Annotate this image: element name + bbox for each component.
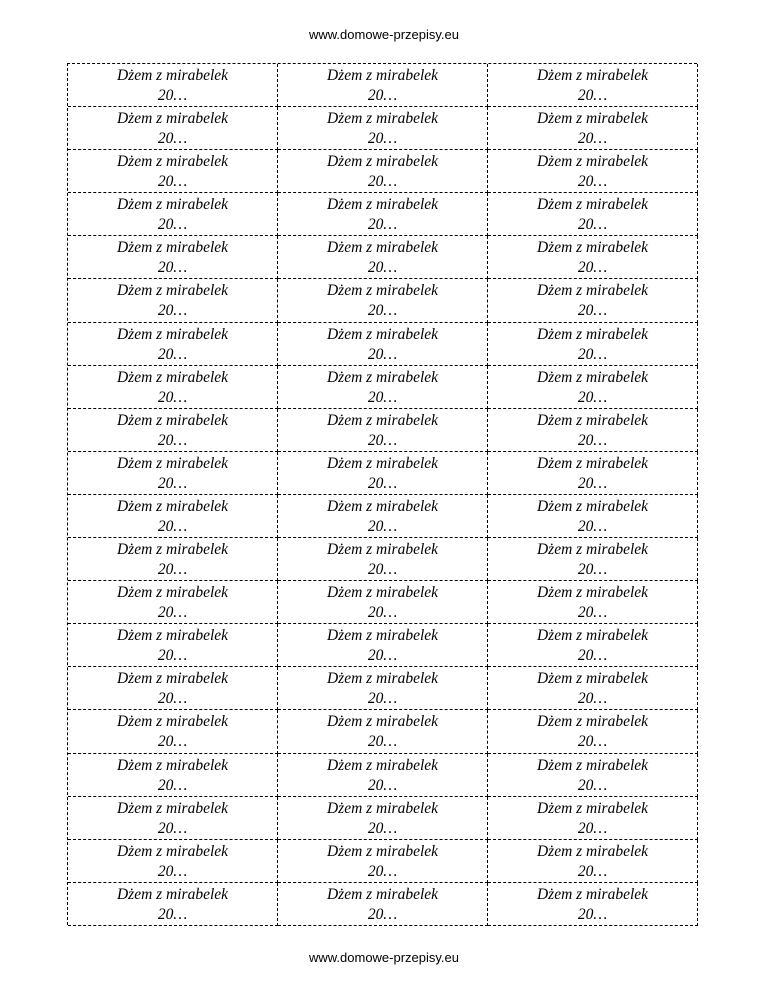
jam-label <box>488 236 698 279</box>
jam-label-year: 20… <box>157 216 188 234</box>
jam-label <box>278 193 488 236</box>
jam-label <box>68 581 278 624</box>
jam-label <box>278 150 488 193</box>
jam-label <box>488 452 698 495</box>
jam-label-year: 20… <box>577 130 608 148</box>
jam-label-title: Dżem z mirabelek <box>116 110 229 128</box>
jam-label-year: 20… <box>157 259 188 277</box>
jam-label-title: Dżem z mirabelek <box>326 713 439 731</box>
jam-label-title: Dżem z mirabelek <box>116 842 229 860</box>
jam-label <box>278 107 488 150</box>
jam-label-year: 20… <box>577 388 608 406</box>
jam-label-title: Dżem z mirabelek <box>116 670 229 688</box>
jam-label-year: 20… <box>577 819 608 837</box>
jam-label-year: 20… <box>577 905 608 923</box>
jam-label-title: Dżem z mirabelek <box>116 885 229 903</box>
jam-label-year: 20… <box>367 302 398 320</box>
jam-label <box>68 193 278 236</box>
jam-label <box>488 495 698 538</box>
jam-label-title: Dżem z mirabelek <box>326 239 439 257</box>
jam-label-title: Dżem z mirabelek <box>536 411 649 429</box>
jam-label-title: Dżem z mirabelek <box>116 411 229 429</box>
jam-label <box>488 840 698 883</box>
jam-label-title: Dżem z mirabelek <box>116 282 229 300</box>
jam-label <box>278 754 488 797</box>
jam-label-title: Dżem z mirabelek <box>536 67 649 84</box>
jam-label-year: 20… <box>577 733 608 751</box>
jam-label-year: 20… <box>367 345 398 363</box>
jam-label-year: 20… <box>157 647 188 665</box>
jam-label <box>68 840 278 883</box>
jam-label-title: Dżem z mirabelek <box>116 497 229 515</box>
jam-label-title: Dżem z mirabelek <box>326 67 439 84</box>
jam-label-year: 20… <box>367 905 398 923</box>
jam-label-year: 20… <box>367 216 398 234</box>
jam-label-title: Dżem z mirabelek <box>326 799 439 817</box>
jam-label-year: 20… <box>577 690 608 708</box>
jam-label-year: 20… <box>157 345 188 363</box>
jam-label <box>68 409 278 452</box>
jam-label-title: Dżem z mirabelek <box>116 196 229 214</box>
jam-label <box>278 624 488 667</box>
jam-label-title: Dżem z mirabelek <box>326 153 439 171</box>
jam-label <box>68 64 278 107</box>
jam-label-year: 20… <box>367 259 398 277</box>
jam-label-year: 20… <box>157 87 188 104</box>
jam-label <box>278 710 488 753</box>
jam-label-year: 20… <box>157 776 188 794</box>
jam-label-year: 20… <box>367 561 398 579</box>
jam-label-year: 20… <box>157 517 188 535</box>
jam-label-year: 20… <box>367 388 398 406</box>
jam-label-title: Dżem z mirabelek <box>536 153 649 171</box>
jam-label <box>488 150 698 193</box>
jam-label <box>278 797 488 840</box>
jam-label-year: 20… <box>577 474 608 492</box>
jam-label-year: 20… <box>157 690 188 708</box>
jam-label-title: Dżem z mirabelek <box>116 454 229 472</box>
jam-label <box>488 409 698 452</box>
jam-label-title: Dżem z mirabelek <box>326 885 439 903</box>
jam-label-title: Dżem z mirabelek <box>536 196 649 214</box>
jam-label-year: 20… <box>157 862 188 880</box>
jam-label-year: 20… <box>367 173 398 191</box>
jam-label-title: Dżem z mirabelek <box>536 497 649 515</box>
jam-label-title: Dżem z mirabelek <box>536 885 649 903</box>
label-sheet <box>67 63 697 925</box>
jam-label-year: 20… <box>367 690 398 708</box>
jam-label <box>488 279 698 322</box>
jam-label-year: 20… <box>577 517 608 535</box>
jam-label <box>278 236 488 279</box>
jam-label-title: Dżem z mirabelek <box>326 497 439 515</box>
jam-label <box>68 452 278 495</box>
jam-label-year: 20… <box>367 733 398 751</box>
jam-label-year: 20… <box>577 302 608 320</box>
jam-label <box>278 840 488 883</box>
jam-label <box>68 710 278 753</box>
jam-label <box>488 323 698 366</box>
jam-label <box>488 624 698 667</box>
jam-label <box>278 452 488 495</box>
jam-label <box>68 667 278 710</box>
jam-label-title: Dżem z mirabelek <box>536 110 649 128</box>
jam-label-title: Dżem z mirabelek <box>326 325 439 343</box>
jam-label <box>68 624 278 667</box>
jam-label-title: Dżem z mirabelek <box>116 325 229 343</box>
jam-label-title: Dżem z mirabelek <box>116 584 229 602</box>
jam-label-year: 20… <box>577 173 608 191</box>
jam-label <box>68 538 278 581</box>
jam-label-year: 20… <box>367 474 398 492</box>
jam-label <box>68 150 278 193</box>
jam-label-year: 20… <box>367 604 398 622</box>
jam-label <box>278 538 488 581</box>
jam-label <box>488 710 698 753</box>
jam-label <box>68 754 278 797</box>
jam-label-title: Dżem z mirabelek <box>536 584 649 602</box>
jam-label-year: 20… <box>577 862 608 880</box>
jam-label-title: Dżem z mirabelek <box>116 67 229 84</box>
jam-label-year: 20… <box>157 302 188 320</box>
jam-label-year: 20… <box>367 517 398 535</box>
jam-label-year: 20… <box>577 87 608 104</box>
jam-label-year: 20… <box>157 604 188 622</box>
jam-label-title: Dżem z mirabelek <box>116 627 229 645</box>
jam-label-title: Dżem z mirabelek <box>326 411 439 429</box>
jam-label-title: Dżem z mirabelek <box>536 239 649 257</box>
jam-label <box>488 193 698 236</box>
jam-label <box>278 667 488 710</box>
jam-label <box>278 323 488 366</box>
jam-label-title: Dżem z mirabelek <box>116 541 229 559</box>
jam-label-year: 20… <box>367 819 398 837</box>
jam-label-year: 20… <box>157 905 188 923</box>
jam-label-title: Dżem z mirabelek <box>326 196 439 214</box>
jam-label <box>488 883 698 926</box>
footer-url: www.domowe-przepisy.eu <box>308 950 460 965</box>
jam-label <box>278 409 488 452</box>
jam-label-title: Dżem z mirabelek <box>116 368 229 386</box>
jam-label-year: 20… <box>577 431 608 449</box>
jam-label-title: Dżem z mirabelek <box>326 670 439 688</box>
jam-label <box>68 883 278 926</box>
jam-label <box>68 797 278 840</box>
jam-label-title: Dżem z mirabelek <box>116 799 229 817</box>
jam-label-title: Dżem z mirabelek <box>536 325 649 343</box>
jam-label-year: 20… <box>577 259 608 277</box>
jam-label <box>68 366 278 409</box>
jam-label-year: 20… <box>157 733 188 751</box>
jam-label <box>278 366 488 409</box>
jam-label-title: Dżem z mirabelek <box>536 842 649 860</box>
jam-label-year: 20… <box>157 561 188 579</box>
jam-label-year: 20… <box>577 776 608 794</box>
jam-label <box>68 495 278 538</box>
jam-label <box>488 366 698 409</box>
jam-label <box>488 107 698 150</box>
jam-label-year: 20… <box>577 561 608 579</box>
jam-label-year: 20… <box>367 862 398 880</box>
jam-label-year: 20… <box>577 345 608 363</box>
jam-label-title: Dżem z mirabelek <box>116 239 229 257</box>
jam-label <box>278 581 488 624</box>
jam-label-title: Dżem z mirabelek <box>536 799 649 817</box>
jam-label-year: 20… <box>157 474 188 492</box>
jam-label-year: 20… <box>367 647 398 665</box>
jam-label-title: Dżem z mirabelek <box>116 713 229 731</box>
jam-label-year: 20… <box>577 647 608 665</box>
jam-label <box>68 107 278 150</box>
jam-label-title: Dżem z mirabelek <box>326 282 439 300</box>
jam-label-title: Dżem z mirabelek <box>536 627 649 645</box>
jam-label <box>488 667 698 710</box>
jam-label <box>488 64 698 107</box>
jam-label-year: 20… <box>367 130 398 148</box>
jam-label-year: 20… <box>367 431 398 449</box>
jam-label-year: 20… <box>367 776 398 794</box>
jam-label-title: Dżem z mirabelek <box>326 627 439 645</box>
jam-label <box>488 797 698 840</box>
jam-label <box>68 279 278 322</box>
jam-label-year: 20… <box>157 431 188 449</box>
jam-label-title: Dżem z mirabelek <box>326 368 439 386</box>
jam-label-title: Dżem z mirabelek <box>116 756 229 774</box>
jam-label-title: Dżem z mirabelek <box>116 153 229 171</box>
jam-label <box>68 323 278 366</box>
jam-label <box>278 495 488 538</box>
jam-label <box>68 236 278 279</box>
jam-label-title: Dżem z mirabelek <box>326 541 439 559</box>
jam-label <box>488 538 698 581</box>
jam-label-title: Dżem z mirabelek <box>536 670 649 688</box>
jam-label-year: 20… <box>157 388 188 406</box>
jam-label <box>278 279 488 322</box>
jam-label-title: Dżem z mirabelek <box>326 110 439 128</box>
jam-label-title: Dżem z mirabelek <box>326 454 439 472</box>
jam-label-year: 20… <box>367 87 398 104</box>
jam-label-year: 20… <box>577 604 608 622</box>
jam-label <box>278 883 488 926</box>
jam-label-year: 20… <box>157 173 188 191</box>
jam-label-title: Dżem z mirabelek <box>536 368 649 386</box>
jam-label <box>488 581 698 624</box>
jam-label <box>488 754 698 797</box>
jam-label-title: Dżem z mirabelek <box>536 454 649 472</box>
jam-label-title: Dżem z mirabelek <box>536 713 649 731</box>
jam-label-year: 20… <box>157 819 188 837</box>
jam-label-title: Dżem z mirabelek <box>536 756 649 774</box>
jam-label-title: Dżem z mirabelek <box>536 541 649 559</box>
jam-label-title: Dżem z mirabelek <box>326 842 439 860</box>
jam-label-title: Dżem z mirabelek <box>326 584 439 602</box>
jam-label-title: Dżem z mirabelek <box>326 756 439 774</box>
jam-label <box>278 64 488 107</box>
jam-label-year: 20… <box>157 130 188 148</box>
jam-label-year: 20… <box>577 216 608 234</box>
header-url: www.domowe-przepisy.eu <box>308 27 460 42</box>
jam-label-title: Dżem z mirabelek <box>536 282 649 300</box>
